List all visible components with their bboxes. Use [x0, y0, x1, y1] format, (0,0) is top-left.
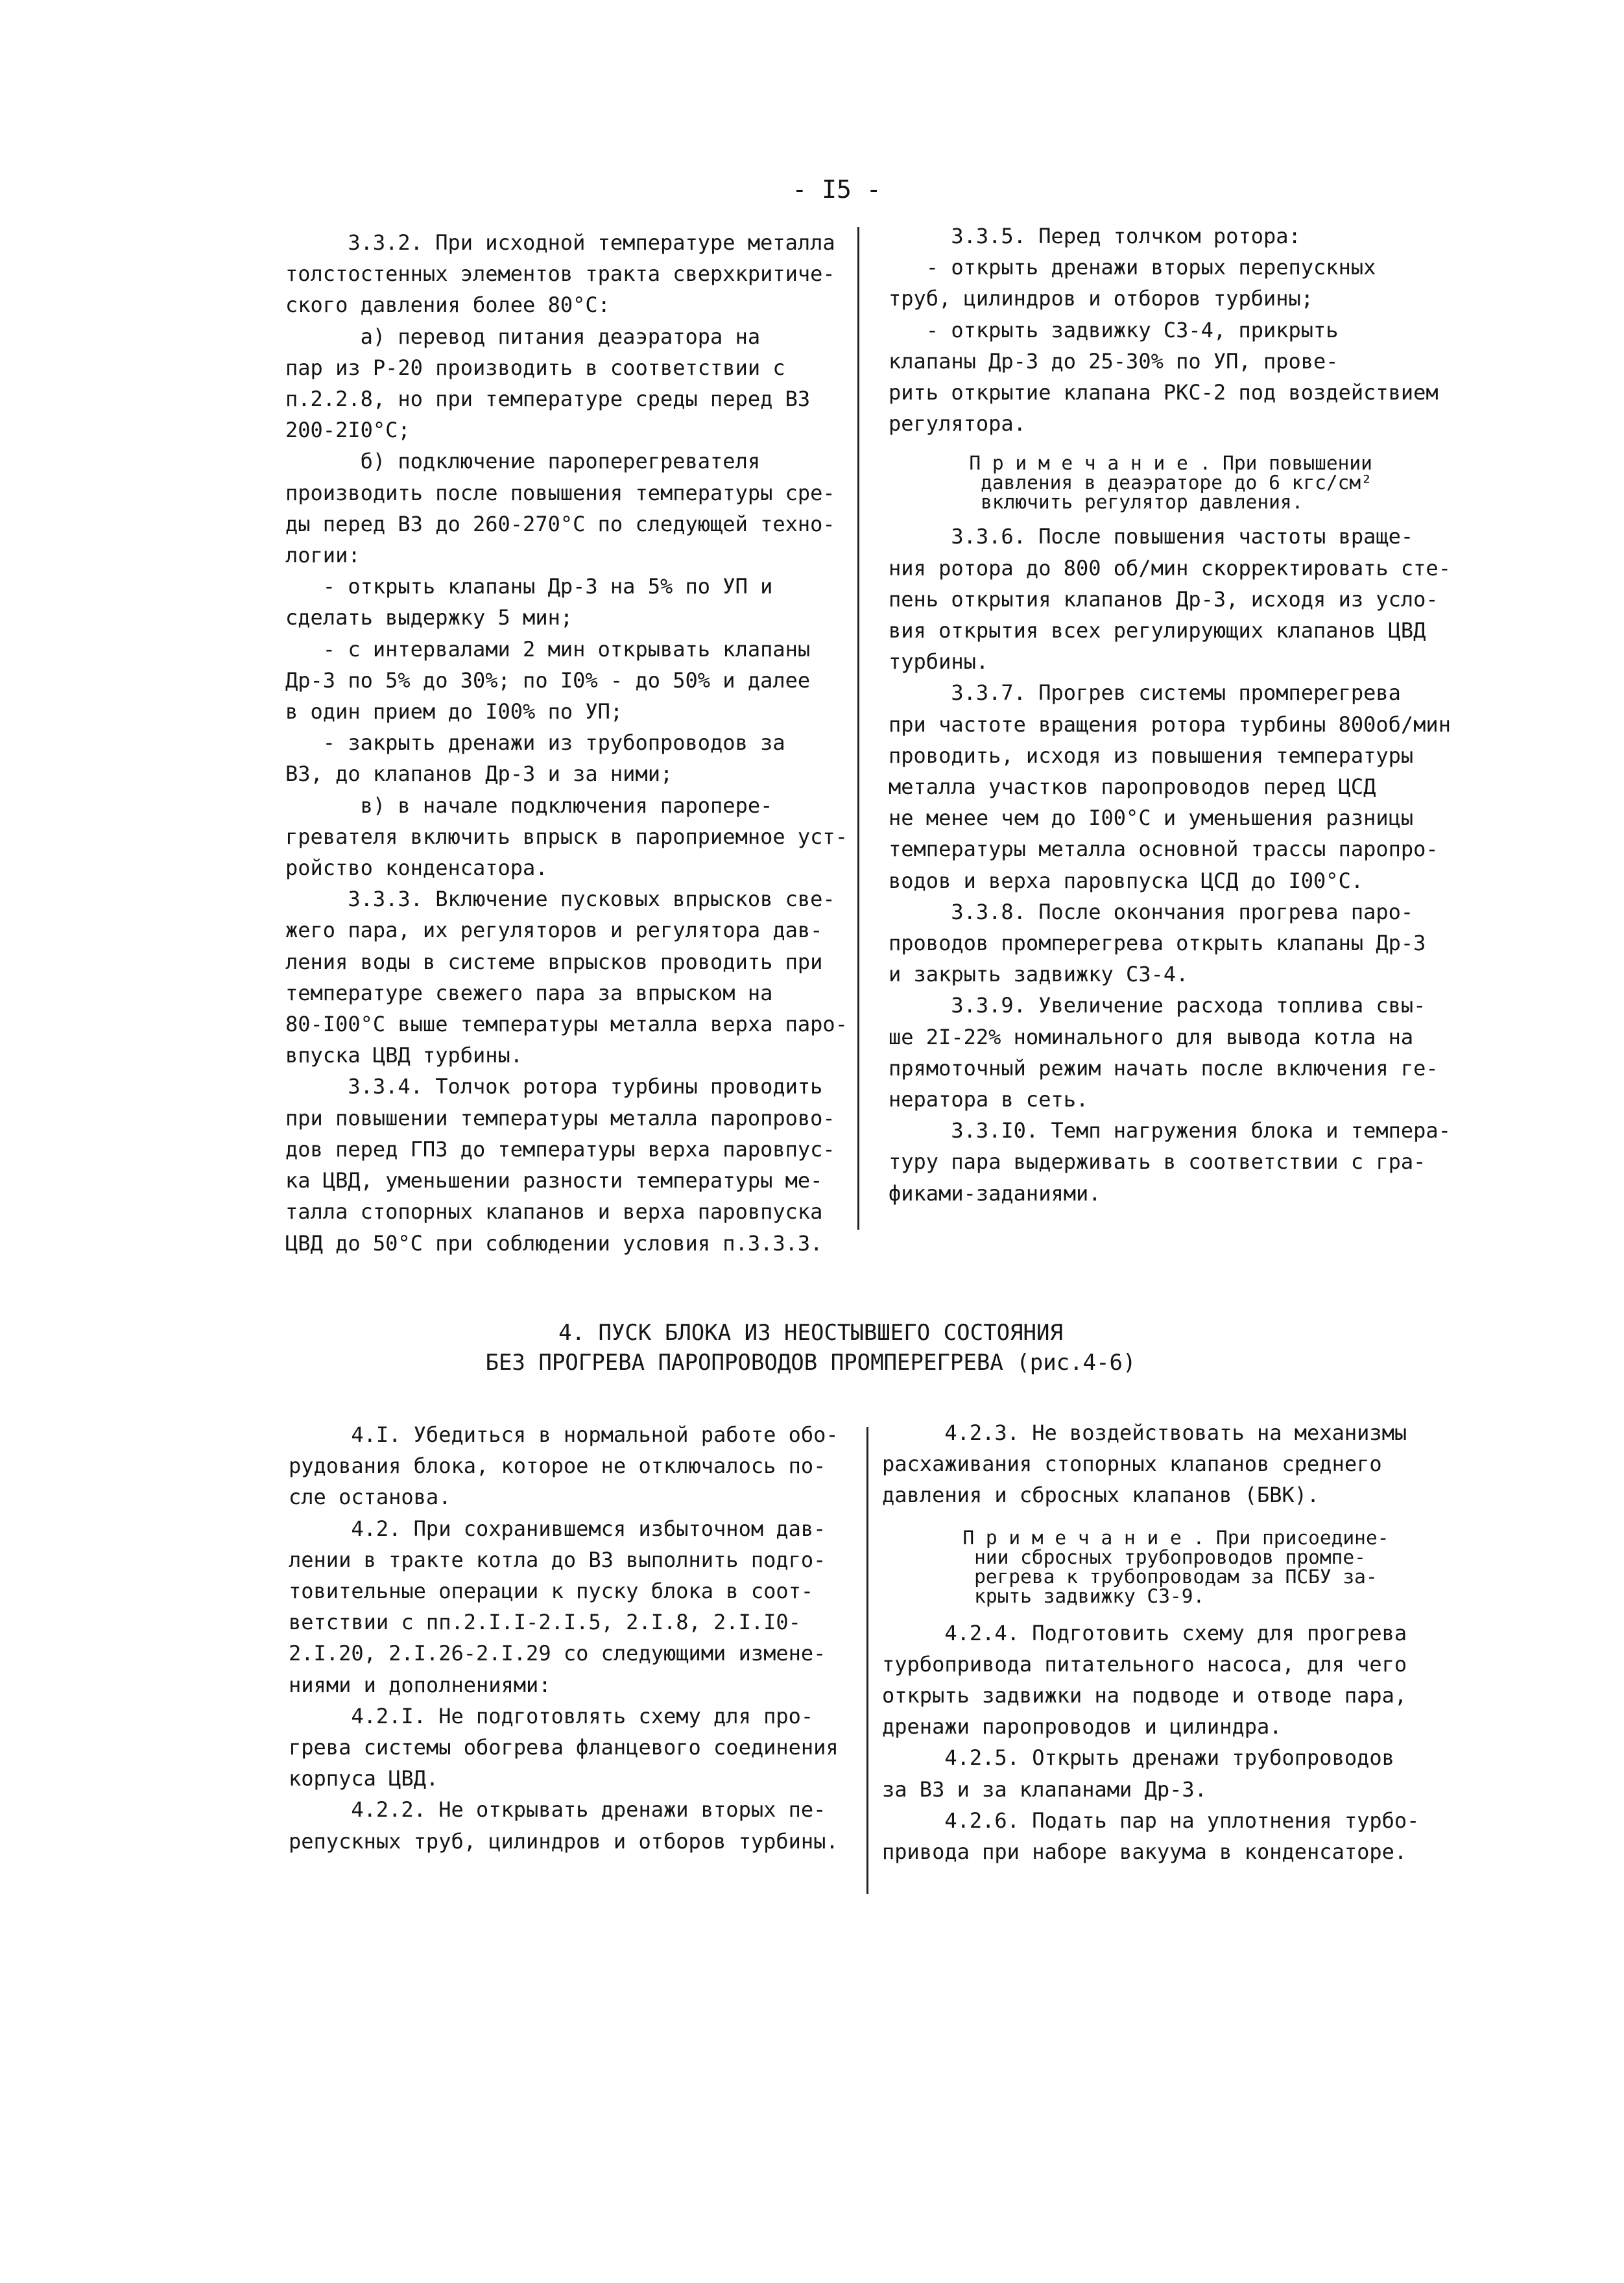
text-line: 4.I. Убедиться в нормальной работе обо- — [289, 1422, 839, 1447]
text-line: при повышении температуры металла паропрово- — [285, 1105, 835, 1130]
text-line: при частоте вращения ротора турбины 800об/мин — [889, 711, 1451, 737]
bottom-left-column — [289, 1419, 859, 1857]
text-line: ЦВД до 50°С при соблюдении условия п.3.3.3. — [285, 1230, 823, 1256]
text-line: ния ротора до 800 об/мин скорректировать сте- — [889, 555, 1451, 580]
text-line: 3.3.5. Перед толчком ротора: — [889, 224, 1301, 248]
text-line: п.2.2.8, но при температуре среды перед ВЗ — [285, 387, 811, 412]
text-line: логии: — [285, 543, 361, 568]
text-line: сле останова. — [289, 1485, 451, 1510]
text-line: жего пара, их регуляторов и регулятора дав- — [285, 918, 823, 943]
text-line: - открыть задвижку СЗ-4, прикрыть — [889, 317, 1339, 342]
text-line: и закрыть задвижку СЗ-4. — [889, 962, 1189, 987]
bottom-right-text-a — [882, 1417, 1453, 1511]
text-line: ше 2I-22% номинального для вывода котла на — [889, 1024, 1414, 1049]
text-line: ниями и дополнениями: — [289, 1672, 551, 1697]
text-line: 4.2.2. Не открывать дренажи вторых пе- — [289, 1797, 826, 1823]
text-line: дренажи паропроводов и цилиндра. — [882, 1714, 1282, 1739]
text-line: привода при наборе вакуума в конденсаторе. — [882, 1839, 1407, 1865]
text-line: в один прием до I00% по УП; — [285, 699, 623, 724]
text-line: открыть задвижки на подводе и отводе пара, — [882, 1683, 1407, 1708]
text-line: ветствии с пп.2.I.I-2.I.5, 2.I.8, 2.I.I0- — [289, 1610, 801, 1635]
column-divider — [857, 227, 859, 1230]
text-line: П р и м е ч а н и е . При повышении — [889, 452, 1372, 475]
column-divider — [866, 1427, 868, 1894]
section-heading — [363, 1318, 1258, 1378]
text-line: прямоточный режим начать после включения ге- — [889, 1055, 1439, 1081]
text-line: клапаны Др-3 до 25-30% по УП, прове- — [889, 348, 1339, 374]
text-line: металла участков паропроводов перед ЦСД — [889, 774, 1376, 800]
text-line: 3.3.2. При исходной температуре металла — [285, 230, 835, 255]
text-line: 4.2.4. Подготовить схему для прогрева — [882, 1620, 1407, 1645]
text-line: впуска ЦВД турбины. — [285, 1043, 523, 1068]
text-line: расхаживания стопорных клапанов среднего — [882, 1452, 1382, 1477]
text-line: труб, цилиндров и отборов турбины; — [889, 286, 1314, 311]
text-line: П р и м е ч а н и е . При присоедине- — [882, 1526, 1389, 1549]
text-line: БЕЗ ПРОГРЕВА ПАРОПРОВОДОВ ПРОМПЕРЕГРЕВА (рис.4-6) — [485, 1350, 1136, 1376]
text-line: 3.3.9. Увеличение расхода топлива свы- — [889, 993, 1426, 1018]
top-right-text-a — [889, 221, 1453, 439]
bottom-right-column — [882, 1417, 1453, 1867]
text-line: ка ЦВД, уменьшении разности температуры ме- — [285, 1168, 823, 1193]
text-line: водов и верха паровпуска ЦСД до I00°С. — [889, 868, 1364, 893]
text-line: 3.3.I0. Темп нагружения блока и темпера- — [889, 1118, 1451, 1143]
text-line: вия открытия всех регулирующих клапанов ЦВД — [889, 618, 1426, 643]
text-line: 3.3.3. Включение пусковых впрысков све- — [285, 887, 835, 912]
text-line: пень открытия клапанов Др-3, исходя из усло- — [889, 586, 1439, 612]
text-line: туру пара выдерживать в соответствии с гра- — [889, 1149, 1426, 1175]
text-line: 4.2.3. Не воздействовать на механизмы — [882, 1420, 1407, 1445]
top-right-column — [889, 221, 1453, 1209]
text-line: 4.2.5. Открыть дренажи трубопроводов — [882, 1745, 1394, 1771]
text-line: ройство конденсатора. — [285, 855, 548, 881]
text-line: товительные операции к пуску блока в соот- — [289, 1579, 814, 1604]
text-line: рудования блока, которое не отключалось по- — [289, 1453, 826, 1479]
text-line: рить открытие клапана РКС-2 под воздействием — [889, 380, 1439, 405]
text-line: турбопривода питательного насоса, для чего — [882, 1651, 1407, 1677]
text-line: ского давления более 80°С: — [285, 293, 610, 318]
text-line: - открыть клапаны Др-3 на 5% по УП и — [285, 574, 773, 599]
text-line: 3.3.8. После окончания прогрева паро- — [889, 899, 1414, 924]
text-line: 3.3.6. После повышения частоты враще- — [889, 524, 1414, 549]
text-line: в) в начале подключения паропере- — [285, 793, 773, 818]
text-line: включить регулятор давления. — [889, 491, 1304, 514]
text-line: проводить, исходя из повышения температуры — [889, 743, 1414, 768]
text-line: дов перед ГПЗ до температуры верха паровпус- — [285, 1136, 835, 1162]
text-line: регрева к трубопроводам за ПСБУ за- — [882, 1565, 1378, 1588]
text-line: Др-3 по 5% до 30%; по I0% - до 50% и далее — [285, 667, 811, 693]
top-right-text-b — [889, 521, 1453, 1208]
text-line: пар из Р-20 производить в соответствии с — [285, 355, 785, 380]
text-line: - с интервалами 2 мин открывать клапаны — [285, 636, 811, 662]
bottom-right-text-b — [882, 1618, 1453, 1868]
text-line: давления в деаэраторе до 6 кгс/см² — [889, 472, 1372, 494]
text-line: давления и сбросных клапанов (БВК). — [882, 1483, 1320, 1508]
text-line: за ВЗ и за клапанами Др-3. — [882, 1776, 1207, 1802]
text-line: 4. ПУСК БЛОКА ИЗ НЕОСТЫВШЕГО СОСТОЯНИЯ — [558, 1320, 1063, 1346]
page-number: - I5 - — [792, 175, 881, 204]
text-line: температуре свежего пара за впрыском на — [285, 980, 773, 1005]
text-line: лении в тракте котла до ВЗ выполнить подго- — [289, 1547, 826, 1572]
text-line: 4.2. При сохранившемся избыточном дав- — [289, 1516, 826, 1541]
text-line: турбины. — [889, 649, 989, 675]
text-line: талла стопорных клапанов и верха паровпуска — [285, 1199, 823, 1225]
text-line: регулятора. — [889, 411, 1026, 436]
text-line: - закрыть дренажи из трубопроводов за — [285, 730, 785, 756]
text-line: сделать выдержку 5 мин; — [285, 605, 573, 630]
text-line: крыть задвижку СЗ-9. — [882, 1584, 1205, 1607]
text-line: репускных труб, цилиндров и отборов турбины. — [289, 1828, 839, 1854]
text-line: 4.2.6. Подать пар на уплотнения турбо- — [882, 1808, 1420, 1833]
text-line: температуры металла основной трассы паропро- — [889, 837, 1439, 862]
text-line: ВЗ, до клапанов Др-3 и за ними; — [285, 761, 673, 787]
text-line: нератора в сеть. — [889, 1087, 1089, 1112]
note-block — [889, 453, 1453, 512]
text-line: толстостенных элементов тракта сверхкритиче- — [285, 261, 835, 287]
text-line: 2.I.20, 2.I.26-2.I.29 со следующими измене- — [289, 1641, 826, 1666]
text-line: 3.3.7. Прогрев системы промперегрева — [889, 680, 1401, 706]
text-line: - открыть дренажи вторых перепускных — [889, 255, 1376, 280]
top-left-column — [285, 227, 856, 1259]
note-block — [882, 1528, 1453, 1606]
text-line: ды перед ВЗ до 260-270°С по следующей техно- — [285, 511, 835, 536]
text-line: производить после повышения температуры сре- — [285, 480, 835, 505]
text-line: фиками-заданиями. — [889, 1180, 1101, 1206]
text-line: 200-2I0°С; — [285, 418, 411, 443]
text-line: а) перевод питания деаэратора на — [285, 324, 761, 349]
text-line: проводов промперегрева открыть клапаны Др-3 — [889, 931, 1426, 956]
text-line: ления воды в системе впрысков проводить при — [285, 949, 823, 974]
text-line: гревателя включить впрыск в пароприемное уст- — [285, 824, 848, 849]
text-line: 4.2.I. Не подготовлять схему для про- — [289, 1703, 814, 1728]
text-line: грева системы обогрева фланцевого соединения — [289, 1735, 839, 1760]
text-line: 80-I00°С выше температуры металла верха паро- — [285, 1012, 848, 1037]
text-line: б) подключение пароперегревателя — [285, 449, 761, 474]
text-line: не менее чем до I00°С и уменьшения разницы — [889, 806, 1414, 831]
text-line: корпуса ЦВД. — [289, 1766, 439, 1791]
text-line: нии сбросных трубопроводов промпе- — [882, 1546, 1366, 1568]
text-line: 3.3.4. Толчок ротора турбины проводить — [285, 1074, 823, 1099]
